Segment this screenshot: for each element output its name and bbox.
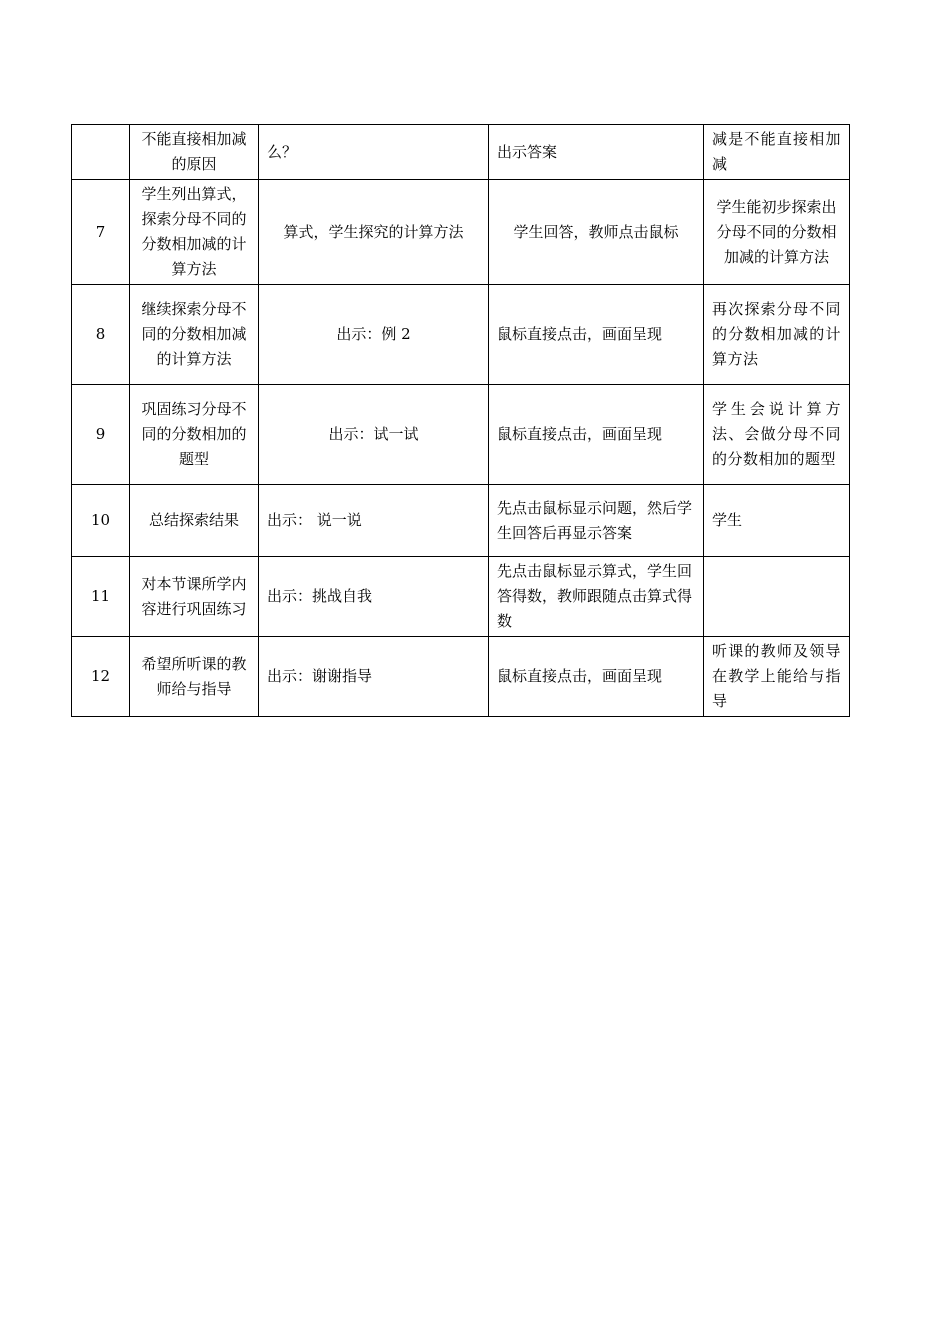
operation-cell: 鼠标直接点击，画面呈现 (489, 285, 704, 385)
operation-cell: 先点击鼠标显示问题，然后学生回答后再显示答案 (489, 485, 704, 557)
content-cell: 对本节课所学内容进行巩固练习 (130, 557, 259, 637)
table-row (72, 637, 850, 717)
content-cell: 总结探索结果 (130, 485, 259, 557)
row-number: 7 (72, 180, 130, 285)
row-number: 10 (72, 485, 130, 557)
table-row (72, 180, 850, 285)
display-cell: 出示：试一试 (259, 385, 489, 485)
lesson-plan-table (71, 124, 850, 717)
row-number (72, 125, 130, 180)
display-cell: 算式，学生探究的计算方法 (259, 180, 489, 285)
intent-cell: 减是不能直接相加减 (704, 125, 850, 180)
intent-cell: 听课的教师及领导在教学上能给与指导 (704, 637, 850, 717)
table-row (72, 485, 850, 557)
operation-cell: 鼠标直接点击，画面呈现 (489, 385, 704, 485)
intent-cell: 学生 (704, 485, 850, 557)
content-cell: 继续探索分母不同的分数相加减的计算方法 (130, 285, 259, 385)
display-cell: 出示：谢谢指导 (259, 637, 489, 717)
intent-cell (704, 557, 850, 637)
content-cell: 不能直接相加减的原因 (130, 125, 259, 180)
display-cell: 出示：挑战自我 (259, 557, 489, 637)
intent-cell: 再次探索分母不同的分数相加减的计算方法 (704, 285, 850, 385)
content-cell: 希望所听课的教师给与指导 (130, 637, 259, 717)
table-row (72, 385, 850, 485)
content-cell: 巩固练习分母不同的分数相加的题型 (130, 385, 259, 485)
row-number: 8 (72, 285, 130, 385)
row-number: 9 (72, 385, 130, 485)
table-row (72, 285, 850, 385)
row-number: 12 (72, 637, 130, 717)
operation-cell: 学生回答，教师点击鼠标 (489, 180, 704, 285)
table-row (72, 125, 850, 180)
intent-cell: 学生会说计算方法、会做分母不同的分数相加的题型 (704, 385, 850, 485)
table-row (72, 557, 850, 637)
intent-cell: 学生能初步探索出分母不同的分数相加减的计算方法 (704, 180, 850, 285)
display-cell: 出示：例 2 (259, 285, 489, 385)
operation-cell: 先点击鼠标显示算式，学生回答得数，教师跟随点击算式得数 (489, 557, 704, 637)
content-cell: 学生列出算式，探索分母不同的分数相加减的计算方法 (130, 180, 259, 285)
operation-cell: 鼠标直接点击，画面呈现 (489, 637, 704, 717)
operation-cell: 出示答案 (489, 125, 704, 180)
row-number: 11 (72, 557, 130, 637)
display-cell: 出示： 说一说 (259, 485, 489, 557)
display-cell: 么？ (259, 125, 489, 180)
